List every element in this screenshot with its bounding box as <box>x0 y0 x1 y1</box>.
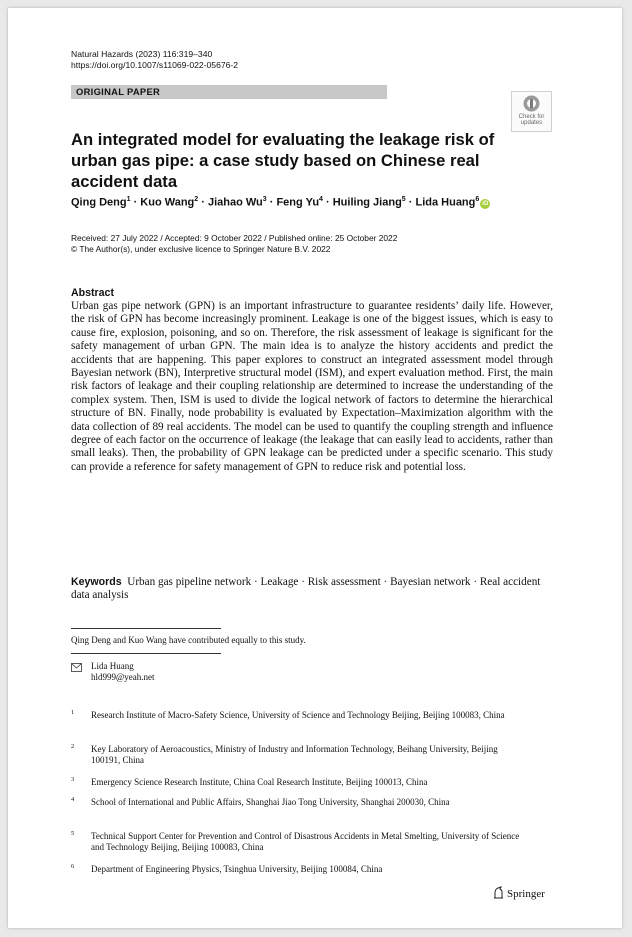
paper-title: An integrated model for evaluating the leakage risk of urban gas pipe: a case study based on Chinese real accident data <box>71 130 495 191</box>
envelope-icon <box>71 663 82 672</box>
badge-line-2: updates <box>520 120 543 127</box>
article-type-banner <box>71 85 387 99</box>
keywords-text: Urban gas pipeline network · Leakage · Risk assessment · Bayesian network · Real accident data analysis <box>71 576 541 602</box>
author-affiliation-marker: 5 <box>401 196 406 203</box>
article-type-label: ORIGINAL PAPER <box>76 86 161 97</box>
author-name[interactable]: Kuo Wang <box>140 196 195 209</box>
publisher-name: Springer <box>507 888 545 900</box>
author-affiliation-marker: 2 <box>194 196 199 203</box>
affiliation-text: Department of Engineering Physics, Tsinghua University, Beijing 100084, China <box>91 864 383 874</box>
affiliation-number: 4 <box>71 796 75 803</box>
author-name[interactable]: Huiling Jiang <box>332 196 402 209</box>
journal-citation: Natural Hazards (2023) 116:319–340 <box>71 49 213 59</box>
affiliation-text: Research Institute of Macro-Safety Science, University of Science and Technology Beijing, Beijing 100083, China <box>91 710 505 720</box>
footnote-divider <box>71 628 221 629</box>
check-for-updates-icon <box>523 95 540 112</box>
affiliation-number: 1 <box>71 709 75 716</box>
keywords <box>71 576 553 603</box>
affiliation-number: 2 <box>71 743 75 750</box>
check-for-updates-badge[interactable] <box>511 91 552 132</box>
check-for-updates-text <box>512 114 551 127</box>
affiliation-number: 5 <box>71 830 75 837</box>
affiliation-text: School of International and Public Affairs, Shanghai Jiao Tong University, Shanghai 200030, China <box>91 797 450 807</box>
affiliation-text: Technical Support Center for Prevention and Control of Disastrous Accidents in Metal Smelting, University of Science and Technology Beijing, Beijing 100083, China <box>91 831 520 852</box>
keywords-label: Keywords <box>71 576 122 588</box>
affiliation-number: 6 <box>71 863 75 870</box>
badge-line-1: Check for <box>518 114 545 120</box>
author-separator: · <box>266 196 277 209</box>
author-name[interactable]: Jiahao Wu <box>207 196 263 209</box>
publisher-logo <box>493 886 545 901</box>
copyright-notice: © The Author(s), under exclusive licence to Springer Nature B.V. 2022 <box>71 244 331 254</box>
author-separator: · <box>405 196 416 209</box>
author-name[interactable]: Lida Huang <box>415 196 476 209</box>
contribution-note: Qing Deng and Kuo Wang have contributed equally to this study. <box>71 635 306 645</box>
corresponding-author-name: Lida Huang <box>91 661 134 671</box>
author-separator: · <box>322 196 333 209</box>
affiliation-text: Key Laboratory of Aeroacoustics, Ministry of Industry and Information Technology, Beihang University, Beijing 100191, China <box>91 744 498 765</box>
orcid-icon[interactable]: iD <box>482 200 489 207</box>
doi-link[interactable]: https://doi.org/10.1007/s11069-022-05676-2 <box>71 60 239 70</box>
affiliation-number: 3 <box>71 776 75 783</box>
author-affiliation-marker: 3 <box>262 196 267 203</box>
abstract-text: Urban gas pipe network (GPN) is an important infrastructure to guarantee residents’ daily life. However, the risk of GPN has become increasingly prominent. Leakage is one of the biggest issues, which is easy to cause fire, explosion, poisoning, and so on. Therefore, the risk assessment of leakage is significant for the safety management of urban GPN. The main idea is to analyze the history accidents and predict the accidents that are happening. This paper explores to construct an integrated assessment model through Bayesian network (BN), Interpretive structural model (ISM), and expert evaluation method. First, the main risk factors of leakage and their coupling relationship are determined to increase the understanding of the complex system. Then, ISM is used to divide the logical network of factors to determine the hierarchical structure of BN. Finally, node probability is evaluated by Expectation–Maximization algorithm with the data collection of 89 real accidents. The model can be used to quantify the coupling strength and influence degree of each factor on the occurrence of leakage (the leakage that can easily lead to accidents, rather than small leaks). Then, the probability of GPN leakage can be predicted under a specific scenario. This study can provide a reference for safety management of GPN to reduce risk and potential loss. <box>71 300 553 473</box>
author-affiliation-marker: 1 <box>126 196 131 203</box>
author-affiliation-marker: 6 <box>475 196 480 203</box>
author-separator: · <box>198 196 208 209</box>
author-name[interactable]: Feng Yu <box>276 196 320 209</box>
affiliation-text: Emergency Science Research Institute, China Coal Research Institute, Beijing 100013, China <box>91 777 428 787</box>
author-separator: · <box>130 196 141 209</box>
paper-page <box>8 8 622 928</box>
publication-dates: Received: 27 July 2022 / Accepted: 9 October 2022 / Published online: 25 October 2022 <box>71 233 398 243</box>
author-list <box>71 193 571 210</box>
author-name[interactable]: Qing Deng <box>71 196 127 209</box>
footnote-divider-2 <box>71 653 221 654</box>
abstract-heading: Abstract <box>71 287 114 299</box>
corresponding-author-email[interactable]: hld999@yeah.net <box>91 672 155 682</box>
springer-horse-icon <box>493 886 504 899</box>
author-affiliation-marker: 4 <box>319 196 323 203</box>
